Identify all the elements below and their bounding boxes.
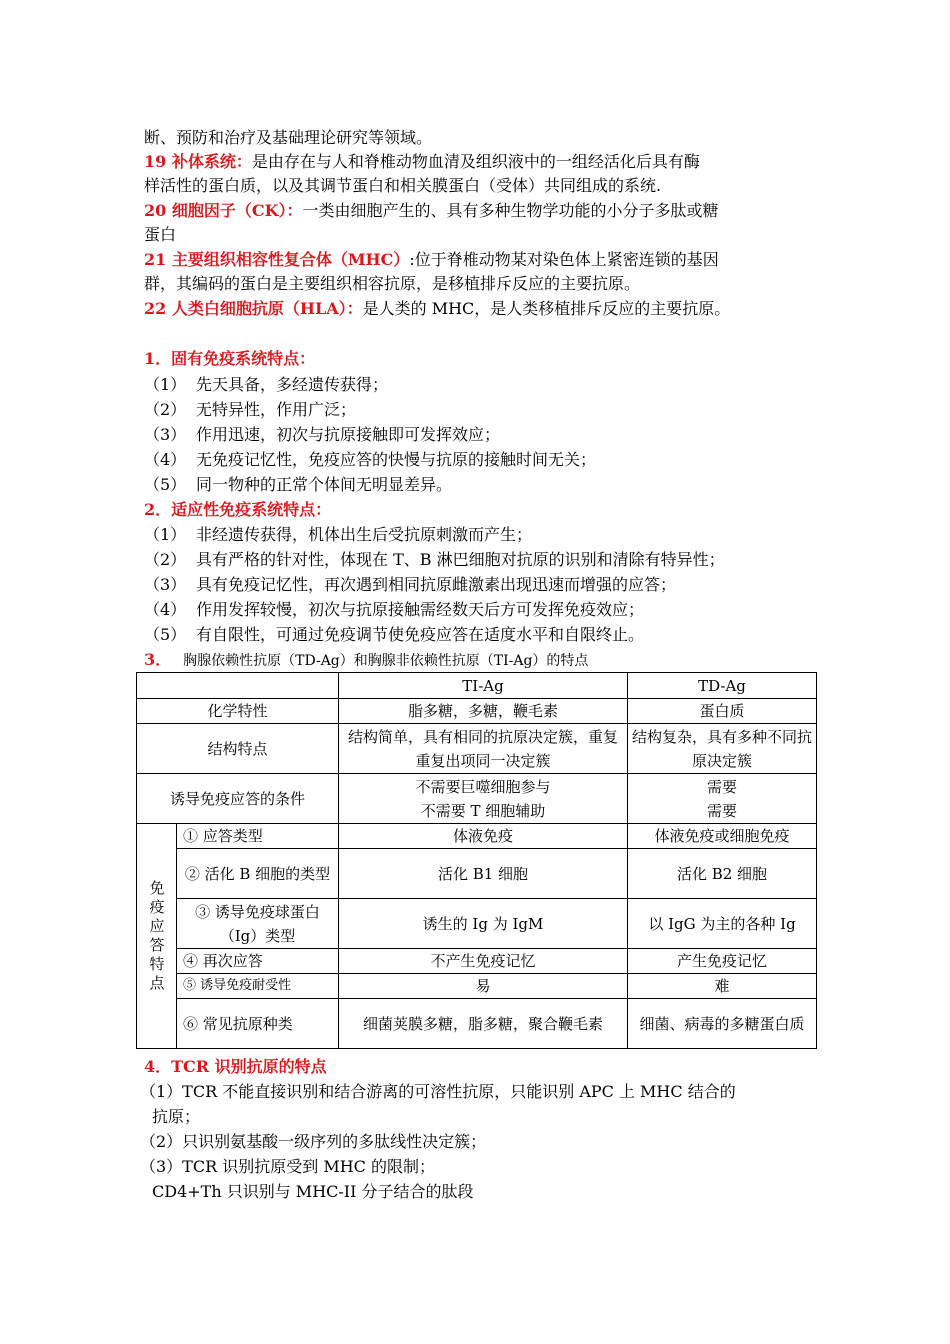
cell-line: 需要 bbox=[706, 777, 737, 796]
cell-line: 不需要巨噬细胞参与 bbox=[415, 777, 551, 796]
table-row bbox=[137, 724, 817, 774]
text-line bbox=[140, 1155, 435, 1179]
group-label-cell bbox=[137, 824, 177, 1049]
ti-cell: 不产生免疫记忆 bbox=[339, 949, 628, 974]
ti-cell: 诱生的 Ig 为 IgM bbox=[339, 899, 628, 949]
table-row bbox=[137, 824, 817, 849]
definition-20 bbox=[144, 199, 719, 223]
ti-cell bbox=[339, 774, 628, 824]
item-text: 具有免疫记忆性，再次遇到相同抗原雌激素出现迅速而增强的应答； bbox=[196, 575, 677, 594]
cell-line: 需要 bbox=[706, 801, 737, 820]
list-item bbox=[144, 398, 356, 422]
list-item bbox=[144, 623, 644, 647]
td-cell: 以 IgG 为主的各种 Ig bbox=[628, 899, 817, 949]
td-cell: 结构复杂，具有多种不同抗原决定簇 bbox=[628, 724, 817, 774]
item-text: 无免疫记忆性，免疫应答的快慢与抗原的接触时间无关； bbox=[196, 450, 597, 469]
item-number: （5） bbox=[144, 625, 187, 644]
table-row bbox=[137, 974, 817, 999]
term-mhc: 21 主要组织相容性复合体（MHC） bbox=[144, 250, 410, 269]
paragraph-text: 抗原； bbox=[152, 1107, 201, 1126]
list-item bbox=[144, 573, 676, 597]
heading-text: 2．适应性免疫系统特点： bbox=[144, 500, 332, 519]
definition-19 bbox=[144, 150, 700, 174]
item-text: 有自限性，可通过免疫调节使免疫应答在适度水平和自限终止。 bbox=[196, 625, 645, 644]
table-row bbox=[137, 699, 817, 724]
text-line bbox=[144, 272, 640, 296]
heading-text: 1．固有免疫系统特点： bbox=[144, 349, 316, 368]
definition-text: 样活性的蛋白质，以及其调节蛋白和相关膜蛋白（受体）共同组成的系统. bbox=[144, 176, 662, 195]
caption-text: 胸腺依赖性抗原（TD-Ag）和胸腺非依赖性抗原（TI-Ag）的特点 bbox=[183, 653, 589, 669]
definition-text: 是由存在与人和脊椎动物血清及组织液中的一组经活化后具有酶 bbox=[251, 152, 700, 171]
section-heading-innate bbox=[144, 347, 315, 371]
ti-cell: 脂多糖，多糖，鞭毛素 bbox=[339, 699, 628, 724]
td-cell: 活化 B2 细胞 bbox=[628, 849, 817, 899]
list-item bbox=[144, 473, 452, 497]
row-label-cell: ④ 再次应答 bbox=[177, 949, 339, 974]
header-corner-cell bbox=[137, 673, 339, 699]
item-text: 先天具备，多经遗传获得； bbox=[196, 375, 389, 394]
text-line bbox=[152, 1180, 474, 1204]
td-cell: 细菌、病毒的多糖蛋白质 bbox=[628, 999, 817, 1049]
row-label-cell: ③ 诱导免疫球蛋白（Ig）类型 bbox=[177, 899, 339, 949]
row-label-cell: ① 应答类型 bbox=[177, 824, 339, 849]
td-cell: 体液免疫或细胞免疫 bbox=[628, 824, 817, 849]
ti-cell: 细菌荚膜多糖，脂多糖，聚合鞭毛素 bbox=[339, 999, 628, 1049]
antigen-comparison-table bbox=[136, 672, 817, 1049]
definition-text: 一类由细胞产生的、具有多种生物学功能的小分子多肽或糖 bbox=[302, 201, 719, 220]
text-line bbox=[144, 223, 176, 247]
table-row bbox=[137, 949, 817, 974]
td-cell: 蛋白质 bbox=[628, 699, 817, 724]
item-text: 同一物种的正常个体间无明显差异。 bbox=[196, 475, 453, 494]
row-label-cell: 化学特性 bbox=[137, 699, 339, 724]
list-item bbox=[144, 373, 388, 397]
item-text: 非经遗传获得，机体出生后受抗原刺激而产生； bbox=[196, 525, 533, 544]
item-number: （1） bbox=[144, 375, 187, 394]
table-row bbox=[137, 774, 817, 824]
list-item bbox=[144, 523, 532, 547]
row-label-cell: ⑥ 常见抗原种类 bbox=[177, 999, 339, 1049]
list-item bbox=[144, 423, 500, 447]
heading-text: 4．TCR 识别抗原的特点 bbox=[144, 1057, 327, 1076]
list-item bbox=[144, 548, 725, 572]
item-number: （3） bbox=[144, 575, 187, 594]
table-row bbox=[137, 899, 817, 949]
row-label-cell: ⑤ 诱导免疫耐受性 bbox=[177, 974, 339, 999]
definition-22 bbox=[144, 297, 730, 321]
cell-line: 不需要 T 细胞辅助 bbox=[420, 801, 546, 820]
item-number: （1） bbox=[144, 525, 187, 544]
row-label-cell: 结构特点 bbox=[137, 724, 339, 774]
term-complement: 19 补体系统： bbox=[144, 152, 252, 171]
text-line bbox=[140, 1080, 736, 1104]
list-item bbox=[144, 448, 596, 472]
table-row bbox=[137, 999, 817, 1049]
table-caption bbox=[144, 650, 588, 671]
definition-text: 群，其编码的蛋白是主要组织相容抗原，是移植排斥反应的主要抗原。 bbox=[144, 274, 641, 293]
ti-cell: 易 bbox=[339, 974, 628, 999]
header-cell-td: TD-Ag bbox=[628, 673, 817, 699]
item-number: （5） bbox=[144, 475, 187, 494]
section-heading-tcr bbox=[144, 1055, 327, 1079]
paragraph-text: （3）TCR 识别抗原受到 MHC 的限制； bbox=[140, 1157, 435, 1176]
item-text: 无特异性，作用广泛； bbox=[196, 400, 357, 419]
item-number: （2） bbox=[144, 400, 187, 419]
text-line bbox=[140, 1130, 486, 1154]
item-number: （4） bbox=[144, 600, 187, 619]
row-label-cell: ② 活化 B 细胞的类型 bbox=[177, 849, 339, 899]
ti-cell: 体液免疫 bbox=[339, 824, 628, 849]
section-heading-adaptive bbox=[144, 498, 331, 522]
td-cell bbox=[628, 774, 817, 824]
header-cell-ti: TI-Ag bbox=[339, 673, 628, 699]
item-number: （2） bbox=[144, 550, 187, 569]
item-text: 具有严格的针对性，体现在 T、B 淋巴细胞对抗原的识别和清除有特异性； bbox=[196, 550, 725, 569]
row-label-cell: 诱导免疫应答的条件 bbox=[137, 774, 339, 824]
definition-text: :位于脊椎动物某对染色体上紧密连锁的基因 bbox=[409, 250, 719, 269]
definition-21 bbox=[144, 248, 719, 272]
term-hla: 22 人类白细胞抗原（HLA）： bbox=[144, 299, 363, 318]
item-number: （4） bbox=[144, 450, 187, 469]
text-line bbox=[144, 174, 661, 198]
line-text: 断、预防和治疗及基础理论研究等领域。 bbox=[144, 128, 433, 147]
table-row bbox=[137, 849, 817, 899]
section-number: 3． bbox=[144, 650, 172, 669]
item-text: 作用迅速，初次与抗原接触即可发挥效应； bbox=[196, 425, 501, 444]
td-cell: 难 bbox=[628, 974, 817, 999]
term-cytokine: 20 细胞因子（CK）： bbox=[144, 201, 303, 220]
ti-cell: 活化 B1 细胞 bbox=[339, 849, 628, 899]
text-line bbox=[152, 1105, 200, 1129]
definition-text: 是人类的 MHC，是人类移植排斥反应的主要抗原。 bbox=[362, 299, 731, 318]
td-cell: 产生免疫记忆 bbox=[628, 949, 817, 974]
table-header-row bbox=[137, 673, 817, 699]
text-line bbox=[144, 126, 432, 150]
item-number: （3） bbox=[144, 425, 187, 444]
item-text: 作用发挥较慢，初次与抗原接触需经数天后方可发挥免疫效应； bbox=[196, 600, 645, 619]
paragraph-text: （1）TCR 不能直接识别和结合游离的可溶性抗原，只能识别 APC 上 MHC 结合的 bbox=[140, 1082, 736, 1101]
group-label: 免疫应答特点 bbox=[149, 879, 165, 992]
definition-text: 蛋白 bbox=[144, 225, 177, 244]
ti-cell: 结构简单，具有相同的抗原决定簇，重复重复出项同一决定簇 bbox=[339, 724, 628, 774]
paragraph-text: CD4+Th 只识别与 MHC-II 分子结合的肽段 bbox=[152, 1182, 474, 1201]
list-item bbox=[144, 598, 644, 622]
paragraph-text: （2）只识别氨基酸一级序列的多肽线性决定簇； bbox=[140, 1132, 487, 1151]
